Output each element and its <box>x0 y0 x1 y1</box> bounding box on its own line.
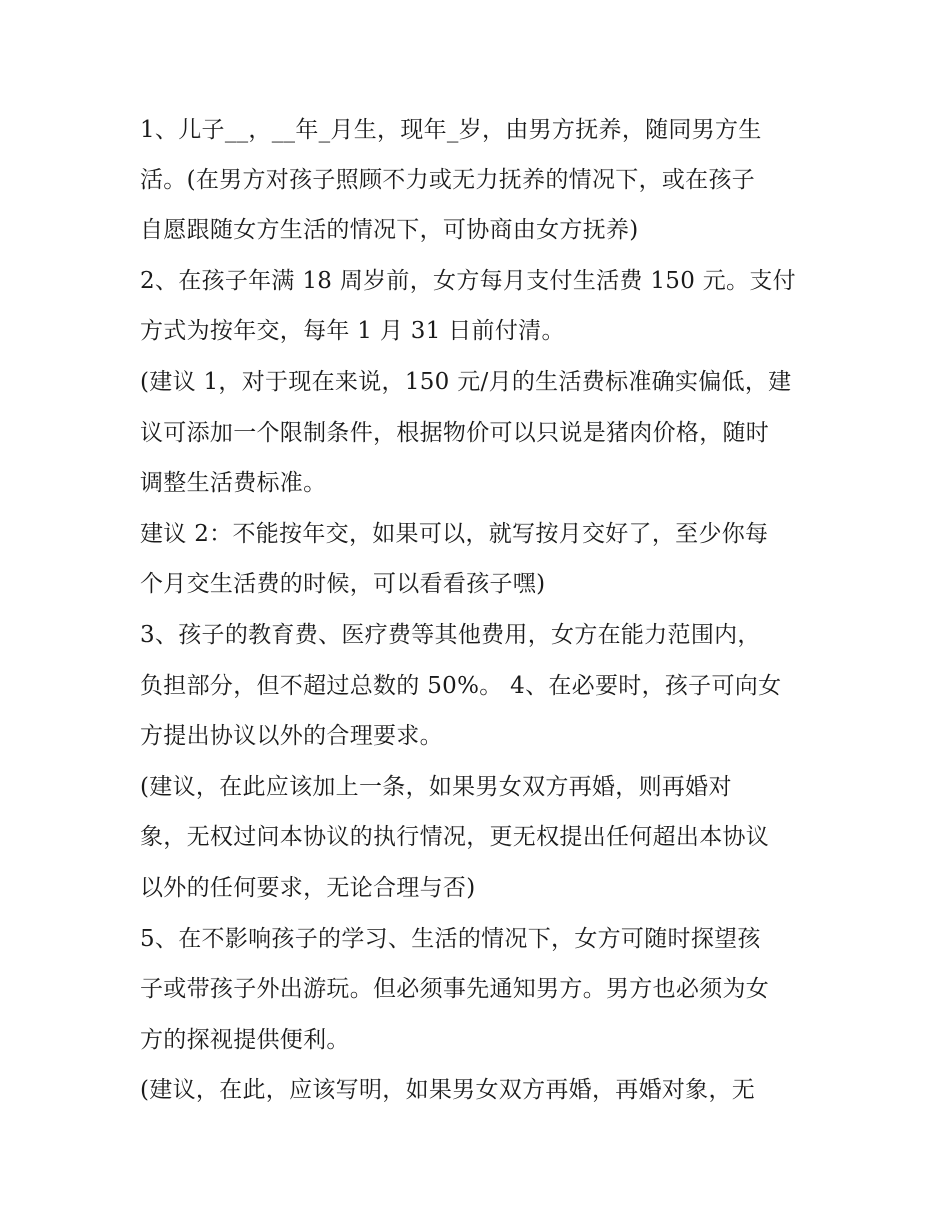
text-line: 议可添加一个限制条件，根据物价可以只说是猪肉价格，随时 <box>140 420 770 446</box>
text-line: 方提出协议以外的合理要求。 <box>140 723 443 749</box>
text-line: 子或带孩子外出游玩。但必须事先通知男方。男方也必须为女 <box>140 976 770 1002</box>
text-line: 1、儿子__，__年_月生，现年_岁，由男方抚养，随同男方生 <box>140 117 762 143</box>
text-line: (建议，在此，应该写明，如果男女双方再婚，再婚对象，无 <box>140 1077 756 1103</box>
text-line: 个月交生活费的时候，可以看看孩子嘿) <box>140 571 546 597</box>
text-line: 自愿跟随女方生活的情况下，可协商由女方抚养) <box>140 217 639 243</box>
text-line: 方式为按年交，每年 1 月 31 日前付清。 <box>140 318 565 344</box>
text-line: 负担部分，但不超过总数的 50%。 4、在必要时，孩子可向女 <box>140 673 782 699</box>
text-line: 3、孩子的教育费、医疗费等其他费用，女方在能力范围内， <box>140 622 761 648</box>
text-line: 以外的任何要求，无论合理与否) <box>140 875 476 901</box>
text-line: 活。(在男方对孩子照顾不力或无力抚养的情况下，或在孩子 <box>140 167 756 193</box>
text-line: 2、在孩子年满 18 周岁前，女方每月支付生活费 150 元。支付 <box>140 268 796 294</box>
text-line: 5、在不影响孩子的学习、生活的情况下，女方可随时探望孩 <box>140 926 761 952</box>
text-line: (建议，在此应该加上一条，如果男女双方再婚，则再婚对 <box>140 774 732 800</box>
text-line: 象，无权过问本协议的执行情况，更无权提出任何超出本协议 <box>140 824 770 850</box>
text-line: 调整生活费标准。 <box>140 470 327 496</box>
text-line: 建议 2：不能按年交，如果可以，就写按月交好了，至少你每 <box>140 521 769 547</box>
text-line: (建议 1，对于现在来说，150 元/月的生活费标准确实偏低，建 <box>140 369 792 395</box>
text-line: 方的探视提供便利。 <box>140 1027 350 1053</box>
